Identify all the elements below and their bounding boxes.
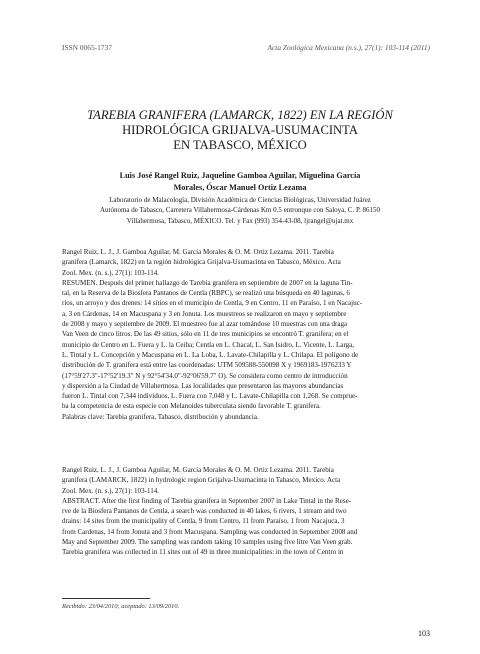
abstract-line: rve de la Biosfera Pantanos de Centla, a search was conducted in 40 lakes, 6 rivers, 1 stream and two: [62, 507, 347, 516]
title-line: [40, 108, 440, 123]
species-name: TAREBIA GRANIFERA (LAMARCK, 1822) EN LA REGIÓN: [87, 108, 393, 122]
abstract-line: municipio de Centro en L. Fuera y L. la Ceiba; Centla en L. Chacal, L. San Isidro, L. Vicente, L. Larga,: [62, 340, 355, 349]
abstract-line: ABSTRACT. After the first finding of Tarebia granifera in September 2007 in Lake Tintal in the Rese-: [62, 496, 352, 505]
page-number: 103: [418, 629, 430, 638]
authors-line: Morales, Óscar Manuel Ortiz Lezama: [173, 183, 307, 192]
abstract-line: distribución de T. granifera está entre las coordenadas: UTM 509588-550098 X y 1969183-1976233 Y: [62, 361, 352, 370]
abstract-line: drains: 14 sites from the municipality of Centla, 9 from Centro, 11 from Paraíso, 1 from Nacajuca, 3: [62, 517, 345, 526]
abstract-line: ríos, un arroyo y dos drenes: 14 sitios en el municipio de Centla, 9 en Centro, 11 en Paraíso, 1 en Nacajuc-: [62, 299, 363, 308]
journal-citation: Acta Zoológica Mexicana (n.s.), 27(1): 103-114 (2011): [267, 43, 430, 52]
abstract-line: Rangel Ruiz, L. J., J. Gamboa Aguilar, M. García Morales & O. M. Ortiz Lezama. 2011. Tarebia: [62, 248, 334, 256]
abstract-line: from Cardenas, 14 from Jonuta and 3 from Macuspana. Sampling was conducted in September 2008 and: [62, 527, 358, 536]
received-date: Recibido: 23/04/2010; aceptado: 13/09/2010.: [62, 603, 180, 610]
abstract-line: y dispersión a la Ciudad de Villahermosa. Las localidades que presentaron las mayores abundancias: [62, 381, 344, 390]
abstract-line: Zool. Mex. (n. s.), 27(1): 103-114.: [62, 268, 160, 277]
abstract-line: RESUMEN. Después del primer hallazgo de Tarebia granifera en septiembre de 2007 en la laguna Tin-: [62, 278, 353, 287]
abstract-line: Van Veen de cinco litros. De las 49 sitios, sólo en 11 de tres municipios se encontró T. granifera; en el: [62, 330, 349, 339]
english-abstract: [62, 465, 430, 558]
title-line: HIDROLÓGICA GRIJALVA-USUMACINTA: [122, 123, 358, 137]
abstract-line: de 2008 y mayo y septiembre de 2009. El muestreo fue al azar tomándose 10 muestras con una draga: [62, 320, 348, 329]
abstract-line: Rangel Ruiz, L. J., J. Gamboa Aguilar, M. García Morales & O. M. Ortiz Lezama. 2011. Tarebia: [62, 466, 334, 474]
abstract-line: ba la competencia de esta especie con Melanoides tuberculata siendo favorable T. granifera.: [62, 402, 321, 411]
spanish-abstract: [62, 247, 430, 422]
abstract-line: Zool. Mex. (n. s.), 27(1): 103-114.: [62, 486, 160, 495]
paper-title: [40, 108, 440, 153]
abstract-line: Tarebia granifera was collected in 11 sites out of 49 in three municipalities: in the town of Centro in: [62, 548, 344, 557]
abstract-line: granifera (Lamarck, 1822) en la región hidrológica Grijalva-Usumacinta en Tabasco, México. Acta: [62, 258, 341, 267]
abstract-line: granifera (LAMARCK, 1822) in hydrologic region Grijalva-Usumacinta in Tabasco, Mexico. Acta: [62, 476, 341, 485]
footnote-rule: [62, 598, 150, 599]
abstract-line: L. Tintal y L. Concepción y Macuspana en L. La Loba, L. Lavate-Chilapilla y L. Chilapa. El polígono de: [62, 350, 359, 359]
abstract-line: Palabras clave: Tarebia granifera, Tabasco, distribución y abundancia.: [62, 412, 259, 421]
affiliation-line: Villahermosa, Tabasco, MÉXICO. Tel. y Fax (993) 354-43-08, ljrangel@ujat.mx: [126, 216, 354, 225]
affiliation-line: Autónoma de Tabasco, Carretera Villahermosa-Cárdenas Km 0.5 entronque con Saloya, C. P. 86150: [99, 206, 381, 215]
abstract-line: a, 3 en Cárdenas, 14 en Macuspana y 3 en Jonuta. Los muestreos se realizaron en mayo y septiembre: [62, 309, 347, 318]
abstract-line: tal, en la Reserva de la Biosfera Pantanos de Centla (RBPC), se realizó una búsqueda en 40 lagunas, 6: [62, 289, 350, 298]
issn-label: ISSN 0065-1737: [62, 43, 112, 52]
author-list: [50, 170, 430, 194]
abstract-line: May and September 2009. The sampling was random taking 10 samples using five litre Van Veen grab.: [62, 538, 353, 547]
authors-line: Luis José Rangel Ruiz, Jaqueline Gamboa Aguilar, Miguelina García: [119, 171, 361, 180]
title-line: EN TABASCO, MÉXICO: [173, 138, 307, 152]
affiliation-line: Laboratorio de Malacología, División Académica de Ciencias Biológicas, Universidad Juárez: [109, 196, 371, 204]
affiliation: [55, 195, 425, 226]
abstract-line: fueron L. Tintal con 7,344 individuos, L. Fuera con 7,048 y L. Lavate-Chilapilla con 1,268. Se comprue-: [62, 392, 358, 401]
abstract-line: (17°59'27.3"-17°52'19.3" N y 92°54'34.0"-92°06'59.7" O). Se considera como centro de introducción: [62, 371, 348, 380]
